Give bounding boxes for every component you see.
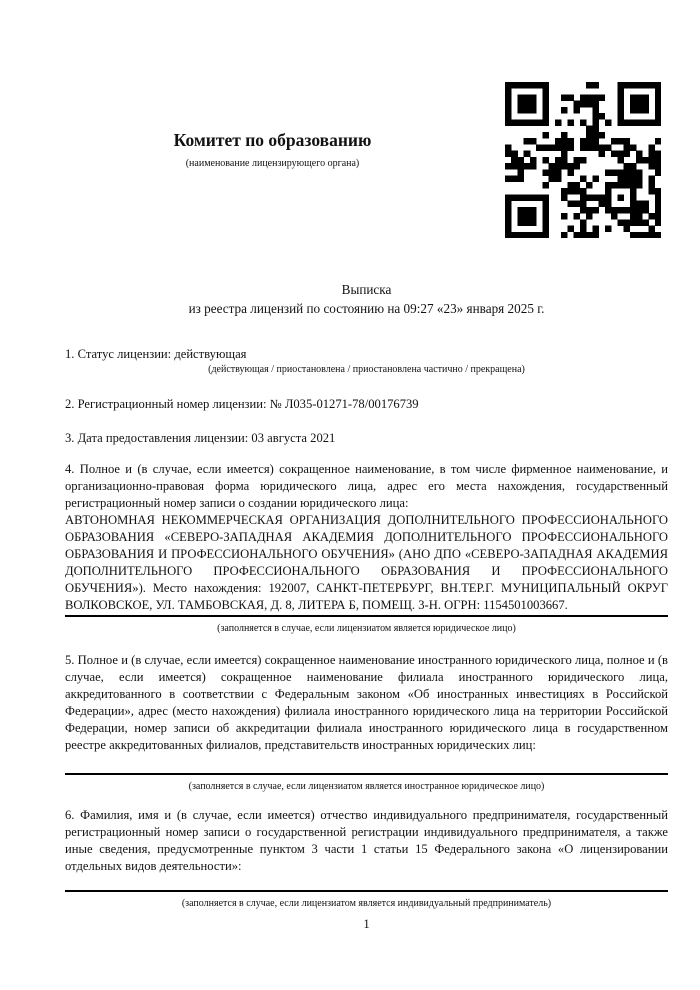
document-title-line2: из реестра лицензий по состоянию на 09:27 «23» января 2025 г. <box>188 300 545 316</box>
fill-in-line-individual <box>65 890 668 892</box>
legal-entity-section-intro: 4. Полное и (в случае, если имеется) сокращенное наименование, в том числе фирменное наименование, и организационно-правовая форма юридического лица, адрес его места нахождения, государственный регистрационный номер записи о создании юридического лица: <box>65 462 668 510</box>
field-grant-date: 3. Дата предоставления лицензии: 03 августа 2021 <box>65 431 336 445</box>
qr-code-icon <box>505 82 661 238</box>
licensing-authority-caption: (наименование лицензирующего органа) <box>185 157 360 169</box>
individual-caption: (заполняется в случае, если лицензиатом является индивидуальный предприниматель) <box>181 898 552 909</box>
page-number: 1 <box>363 917 370 931</box>
fill-in-line-legal-entity <box>65 615 668 617</box>
status-options-caption: (действующая / приостановлена / приостановлена частично / прекращена) <box>208 364 525 375</box>
licensing-authority-name: Комитет по образованию <box>173 130 372 150</box>
legal-entity-caption: (заполняется в случае, если лицензиатом является юридическое лицо) <box>217 623 516 634</box>
fill-in-line-foreign-entity <box>65 773 668 775</box>
foreign-entity-section-intro: 5. Полное и (в случае, если имеется) сокращенное наименование иностранного юридического лица, полное и (в случае, если имеется) сокращенное наименование филиала иностранного юридического лица, аккредитованного в соответствии с Федеральным законом «Об иностранных инвестициях в Российской Федерации», адрес (место нахождения) филиала иностранного юридического лица на территории Российской Федерации, номер записи об аккредитации филиала иностранного юридического лица в государственном реестре аккредитованных филиалов, представительств иностранных юридических лиц: <box>65 653 668 752</box>
individual-section-intro: 6. Фамилия, имя и (в случае, если имеется) отчество индивидуального предпринимателя, государственный регистрационный номер записи о государственной регистрации индивидуального предпринимателя, а также иные сведения, предусмотренные пунктом 3 части 1 статьи 15 Федерального закона «О лицензировании отдельных видов деятельности»: <box>65 808 668 873</box>
legal-entity-value: АВТОНОМНАЯ НЕКОММЕРЧЕСКАЯ ОРГАНИЗАЦИЯ ДОПОЛНИТЕЛЬНОГО ПРОФЕССИОНАЛЬНОГО ОБРАЗОВАНИЯ «СЕВЕРО-ЗАПАДНАЯ АКАДЕМИЯ ДОПОЛНИТЕЛЬНОГО ПРОФЕССИОНАЛЬНОГО ОБРАЗОВАНИЯ И ПРОФЕССИОНАЛЬНОГО ОБУЧЕНИЯ» (АНО ДПО «СЕВЕРО-ЗАПАДНАЯ АКАДЕМИЯ ДОПОЛНИТЕЛЬНОГО ПРОФЕССИОНАЛЬНОГО ОБРАЗОВАНИЯ И ПРОФЕССИОНАЛЬНОГО ОБУЧЕНИЯ»). Место нахождения: 192007, САНКТ-ПЕТЕРБУРГ, ВН.ТЕР.Г. МУНИЦИПАЛЬНЫЙ ОКРУГ ВОЛКОВСКОЕ, УЛ. ТАМБОВСКАЯ, Д. 8, ЛИТЕРА Б, ПОМЕЩ. 3-Н. ОГРН: 1154501003667. <box>65 513 668 612</box>
document-title-line1: Выписка <box>341 282 392 297</box>
field-license-status: 1. Статус лицензии: действующая <box>65 347 247 361</box>
document-body <box>65 281 668 933</box>
letterhead <box>65 130 480 169</box>
field-registration-number: 2. Регистрационный номер лицензии: № Л035-01271-78/00176739 <box>65 397 419 411</box>
foreign-entity-caption: (заполняется в случае, если лицензиатом является иностранное юридическое лицо) <box>188 781 545 792</box>
document-title <box>65 281 668 318</box>
